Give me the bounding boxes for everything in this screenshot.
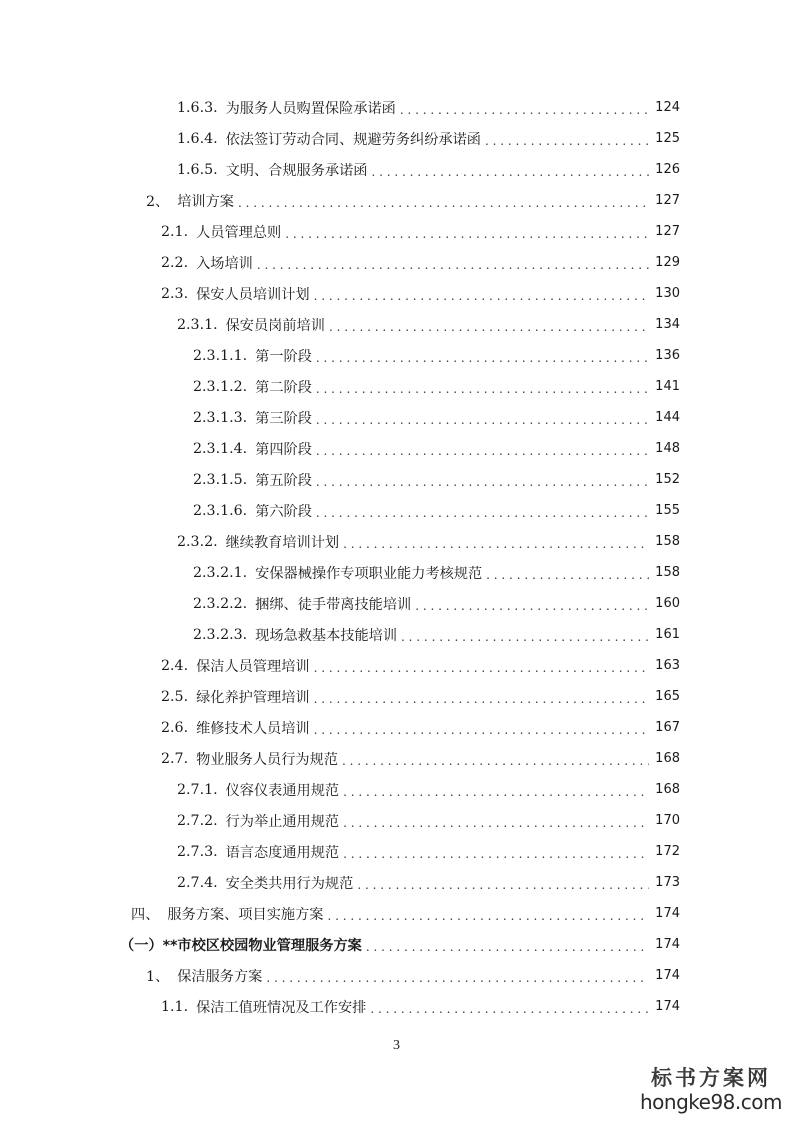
toc-page: 174: [655, 968, 680, 983]
toc-page: 165: [655, 689, 680, 704]
toc-leader-dots: [238, 196, 649, 210]
toc-leader-dots: [342, 754, 649, 768]
toc-page: 130: [655, 286, 680, 301]
toc-leader-dots: [327, 909, 649, 923]
toc-number: 2.7.2.: [177, 812, 218, 829]
toc-title: 文明、合规服务承诺函: [225, 162, 368, 179]
toc-entry[interactable]: [161, 681, 680, 712]
toc-leader-dots: [343, 847, 649, 861]
toc-leader-dots: [401, 630, 649, 644]
toc-number: 2.3.1.1.: [193, 347, 248, 364]
toc-page: 163: [655, 658, 680, 673]
toc-page: 158: [655, 565, 680, 580]
toc-entry[interactable]: [161, 991, 680, 1022]
toc-title: 行为举止通用规范: [225, 813, 340, 830]
toc-title: 安保器械操作专项职业能力考核规范: [255, 565, 483, 582]
toc-leader-dots: [316, 506, 649, 520]
toc-title: 第六阶段: [255, 503, 312, 520]
toc-title: 服务方案、项目实施方案: [167, 906, 324, 923]
toc-page: 174: [655, 999, 680, 1014]
toc-title: 培训方案: [177, 193, 234, 210]
toc-title: 安全类共用行为规范: [225, 875, 354, 892]
toc-number: 2.3.1.3.: [193, 409, 248, 426]
toc-leader-dots: [314, 289, 650, 303]
toc-leader-dots: [485, 134, 649, 148]
toc-number: 2.5.: [161, 688, 189, 705]
toc-entry[interactable]: [161, 712, 680, 743]
toc-leader-dots: [314, 723, 650, 737]
toc-number: 1.6.4.: [177, 130, 218, 147]
toc-page: 174: [655, 937, 680, 952]
toc-entry[interactable]: [193, 619, 680, 650]
toc-number: 2.7.1.: [177, 781, 218, 798]
toc-page: 127: [655, 193, 680, 208]
toc-title: 语言态度通用规范: [225, 844, 340, 861]
toc-entry[interactable]: [193, 371, 680, 402]
toc-entry[interactable]: [177, 154, 680, 185]
toc-page: 129: [655, 255, 680, 270]
toc-entry[interactable]: [161, 247, 680, 278]
toc-title: **市校区校园物业管理服务方案: [162, 937, 362, 954]
toc-number: 2.3.1.5.: [193, 471, 248, 488]
toc-number: 1.6.3.: [177, 99, 218, 116]
page-number: 3: [393, 1038, 400, 1053]
toc-number: 2.6.: [161, 719, 189, 736]
toc-page: 125: [655, 131, 680, 146]
toc-title: 第二阶段: [255, 379, 312, 396]
toc-title: 第三阶段: [255, 410, 312, 427]
toc-entry[interactable]: [177, 774, 680, 805]
toc-entry[interactable]: [161, 743, 680, 774]
toc-leader-dots: [314, 692, 650, 706]
toc-number: 2.3.2.3.: [193, 626, 248, 643]
toc-leader-dots: [316, 413, 649, 427]
toc-number: 2.4.: [161, 657, 189, 674]
toc-leader-dots: [400, 103, 649, 117]
watermark-text: 标书方案网: [651, 1065, 771, 1090]
toc-number: 四、: [131, 906, 160, 923]
toc-number: 2.7.3.: [177, 843, 218, 860]
toc-title: 仪容仪表通用规范: [225, 782, 340, 799]
toc-entry[interactable]: [193, 588, 680, 619]
toc-page: 168: [655, 782, 680, 797]
toc-leader-dots: [257, 258, 649, 272]
toc-page: 136: [655, 348, 680, 363]
toc-number: 2.3.1.4.: [193, 440, 248, 457]
toc-page: 173: [655, 875, 680, 890]
toc-title: 维修技术人员培训: [196, 720, 310, 737]
toc-entry[interactable]: [161, 278, 680, 309]
toc-page: 168: [655, 751, 680, 766]
toc-leader-dots: [343, 816, 649, 830]
toc-number: （一）: [120, 937, 163, 954]
toc-leader-dots: [329, 320, 649, 334]
toc-page: 167: [655, 720, 680, 735]
toc-leader-dots: [372, 165, 650, 179]
toc-number: 2.3.2.2.: [193, 595, 248, 612]
toc-title: 保安人员培训计划: [196, 286, 310, 303]
toc-number: 2、: [146, 193, 170, 210]
watermark-url: hongke98.com: [640, 1090, 782, 1114]
toc-entry[interactable]: [161, 216, 680, 247]
toc-entry[interactable]: [177, 309, 680, 340]
toc-entry[interactable]: [193, 402, 680, 433]
toc-page: 158: [655, 534, 680, 549]
toc-number: 2.7.4.: [177, 874, 218, 891]
toc-page: 172: [655, 844, 680, 859]
toc-entry[interactable]: [146, 960, 680, 991]
toc-page: 160: [655, 596, 680, 611]
toc-title: 第一阶段: [255, 348, 312, 365]
toc-page: 134: [655, 317, 680, 332]
toc-page: 127: [655, 224, 680, 239]
toc-leader-dots: [316, 475, 649, 489]
toc-page: 141: [655, 379, 680, 394]
toc-page: 152: [655, 472, 680, 487]
toc-entry[interactable]: [146, 185, 680, 216]
toc-title: 第五阶段: [255, 472, 312, 489]
toc-title: 保洁工值班情况及工作安排: [196, 999, 367, 1016]
toc-leader-dots: [314, 661, 650, 675]
toc-title: 保洁人员管理培训: [196, 658, 310, 675]
toc-number: 1.1.: [161, 998, 189, 1015]
toc-page: 174: [655, 906, 680, 921]
toc-page: 144: [655, 410, 680, 425]
toc-page: 155: [655, 503, 680, 518]
toc-leader-dots: [316, 351, 649, 365]
toc-entry[interactable]: [193, 557, 680, 588]
toc-entry[interactable]: [177, 92, 680, 123]
toc-entry[interactable]: [193, 464, 680, 495]
toc-leader-dots: [316, 444, 649, 458]
toc-leader-dots: [316, 382, 649, 396]
toc-number: 2.3.2.: [177, 533, 218, 550]
toc-leader-dots: [343, 537, 649, 551]
toc-number: 1、: [146, 968, 170, 985]
toc-number: 2.3.: [161, 285, 189, 302]
toc-leader-dots: [343, 785, 649, 799]
toc-title: 依法签订劳动合同、规避劳务纠纷承诺函: [225, 131, 481, 148]
toc-entry[interactable]: [120, 929, 680, 960]
toc-page: 124: [655, 100, 680, 115]
toc-number: 2.3.2.1.: [193, 564, 248, 581]
toc-title: 保安员岗前培训: [225, 317, 325, 334]
toc-number: 2.7.: [161, 750, 189, 767]
toc-leader-dots: [415, 599, 649, 613]
toc-number: 2.1.: [161, 223, 189, 240]
toc-title: 入场培训: [196, 255, 253, 272]
watermark-logo: [636, 1066, 786, 1114]
toc-leader-dots: [366, 940, 649, 954]
toc-entry[interactable]: [161, 650, 680, 681]
toc-entry[interactable]: [131, 898, 680, 929]
toc-leader-dots: [285, 227, 649, 241]
toc-entry[interactable]: [193, 340, 680, 371]
toc-leader-dots: [370, 1002, 649, 1016]
toc-entry[interactable]: [177, 867, 680, 898]
toc-number: 2.3.1.6.: [193, 502, 248, 519]
toc-number: 1.6.5.: [177, 161, 218, 178]
toc-title: 现场急救基本技能培训: [255, 627, 398, 644]
toc-entry[interactable]: [177, 836, 680, 867]
toc-number: 2.2.: [161, 254, 189, 271]
toc-leader-dots: [486, 568, 649, 582]
toc-page: 161: [655, 627, 680, 642]
toc-title: 为服务人员购置保险承诺函: [225, 100, 396, 117]
toc-entry[interactable]: [193, 495, 680, 526]
toc-page: 148: [655, 441, 680, 456]
toc-leader-dots: [266, 971, 649, 985]
toc-title: 绿化养护管理培训: [196, 689, 310, 706]
toc-entry[interactable]: [177, 123, 680, 154]
toc-entry[interactable]: [177, 526, 680, 557]
toc-number: 2.3.1.2.: [193, 378, 248, 395]
toc-entry[interactable]: [193, 433, 680, 464]
toc-title: 保洁服务方案: [177, 968, 263, 985]
toc-title: 捆绑、徒手带离技能培训: [255, 596, 412, 613]
toc-title: 第四阶段: [255, 441, 312, 458]
toc-title: 物业服务人员行为规范: [196, 751, 338, 768]
toc-leader-dots: [357, 878, 649, 892]
toc-page: 126: [655, 162, 680, 177]
toc-page: 170: [655, 813, 680, 828]
toc-title: 继续教育培训计划: [225, 534, 340, 551]
toc-entry[interactable]: [177, 805, 680, 836]
toc-title: 人员管理总则: [196, 224, 282, 241]
toc-number: 2.3.1.: [177, 316, 218, 333]
